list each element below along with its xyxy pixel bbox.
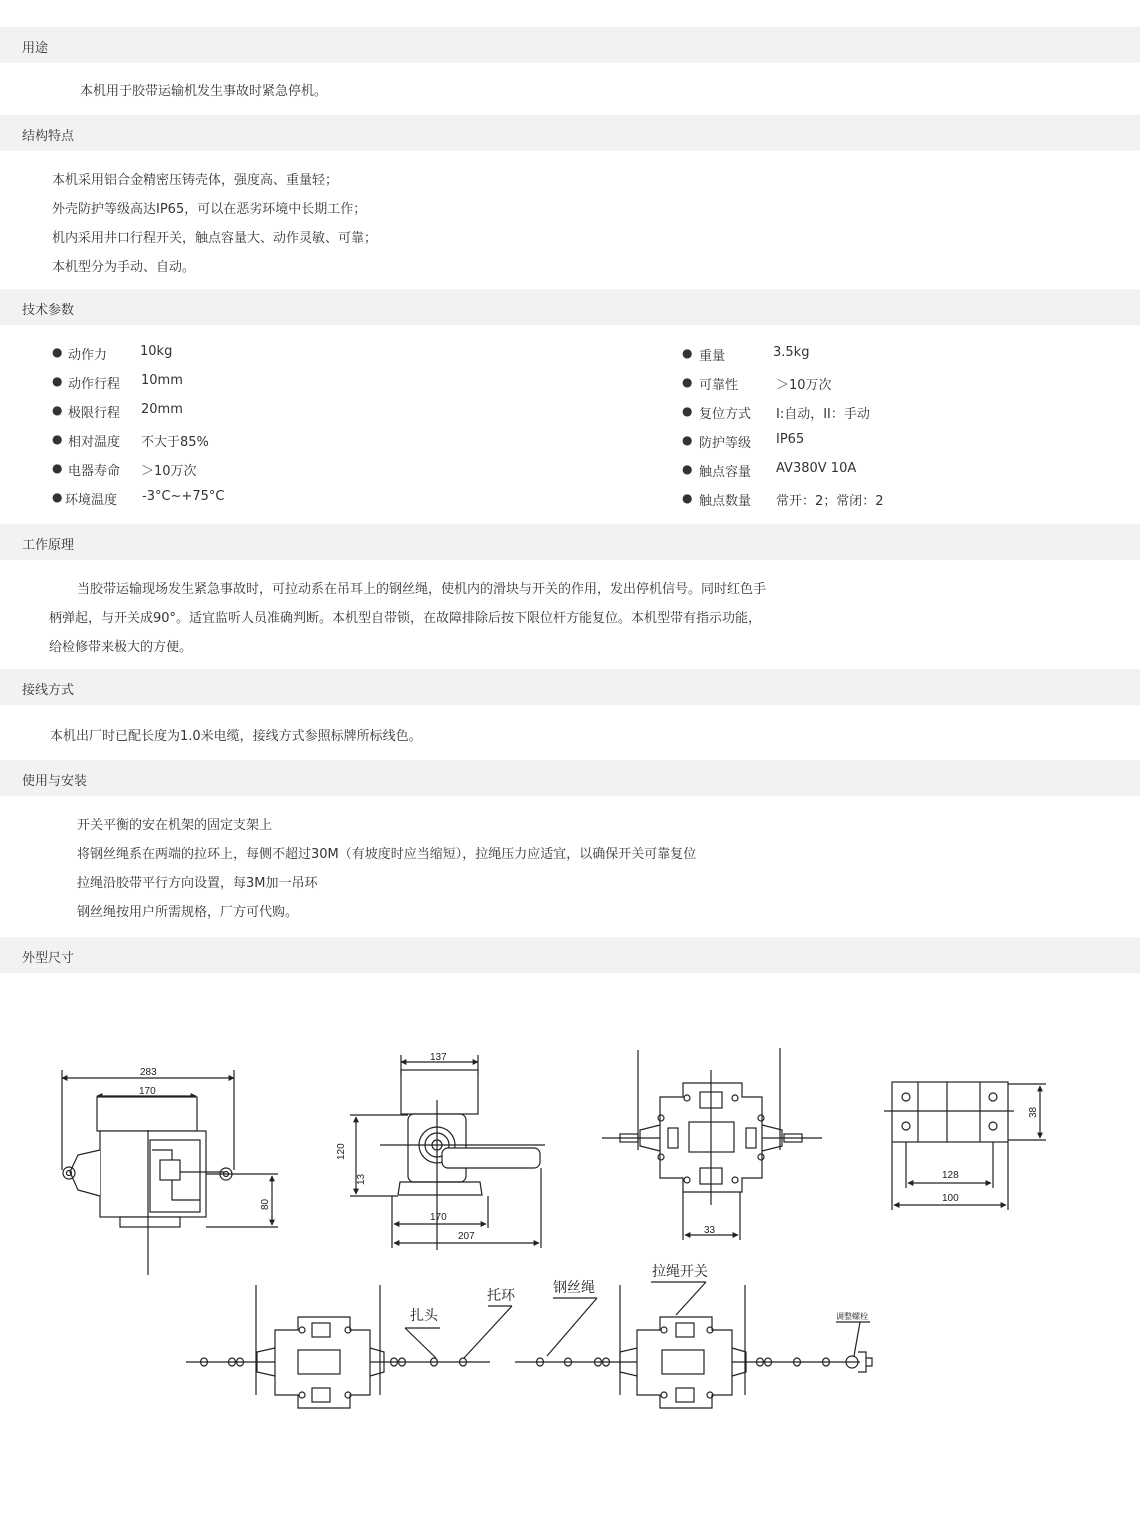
section-header-install bbox=[0, 760, 1140, 796]
front-view-drawing bbox=[336, 1052, 545, 1250]
principle-line: 当胶带运输现场发生紧急事故时，可拉动系在吊耳上的钢丝绳，使机内的滑块与开关的作用，发出停机信号。同时红色手 bbox=[77, 582, 767, 597]
section-header-dimensions bbox=[0, 937, 1140, 973]
param-key: 触点数量 bbox=[699, 494, 752, 509]
label-adjust-bolt: 调整螺栓 bbox=[836, 1312, 868, 1321]
section-title: 使用与安装 bbox=[22, 774, 88, 789]
principle-line: 柄弹起，与开关成90°。适宜监听人员准确判断。本机型自带锁，在故障排除后按下限位杆方能复位。本机型带有指示功能， bbox=[49, 611, 762, 626]
param-value: 不大于85% bbox=[141, 435, 209, 450]
param-key: 电器寿命 bbox=[68, 464, 121, 479]
param-value: 20mm bbox=[141, 402, 183, 417]
param-key: 重量 bbox=[699, 349, 726, 364]
install-line: 拉绳沿胶带平行方向设置，每3M加一吊环 bbox=[77, 876, 318, 891]
param-key: 触点容量 bbox=[699, 465, 752, 480]
dim-128: 128 bbox=[942, 1170, 959, 1181]
dim-13: 13 bbox=[356, 1173, 367, 1185]
section-title: 工作原理 bbox=[22, 538, 75, 553]
param-value: -3°C~+75°C bbox=[142, 489, 225, 504]
dimension-drawings bbox=[0, 1030, 1140, 1430]
side-view-drawing bbox=[62, 1067, 278, 1275]
param-value: 10mm bbox=[141, 373, 183, 388]
install-line: 钢丝绳按用户所需规格，厂方可代购。 bbox=[77, 905, 299, 920]
bullet-icon: ● bbox=[682, 462, 693, 476]
install-line: 将钢丝绳系在两端的拉环上，每侧不超过30M（有坡度时应当缩短），拉绳压力应适宜，以确保开关可靠复位 bbox=[77, 847, 697, 862]
bullet-icon: ● bbox=[682, 404, 693, 418]
dim-137: 137 bbox=[430, 1052, 447, 1063]
bullet-icon: ● bbox=[682, 375, 693, 389]
feature-line: 外壳防护等级高达IP65，可以在恶劣环境中长期工作； bbox=[52, 202, 367, 217]
bullet-icon: ● bbox=[682, 491, 693, 505]
section-title: 结构特点 bbox=[22, 129, 75, 144]
bullet-icon: ● bbox=[52, 490, 63, 504]
param-value: 3.5kg bbox=[773, 345, 810, 360]
wiring-text: 本机出厂时已配长度为1.0米电缆，接线方式参照标牌所标线色。 bbox=[50, 729, 422, 744]
section-header-purpose bbox=[0, 27, 1140, 63]
dim-80: 80 bbox=[260, 1198, 271, 1210]
installation-drawing bbox=[186, 1263, 872, 1408]
section-header-features bbox=[0, 115, 1140, 151]
feature-line: 机内采用井口行程开关，触点容量大、动作灵敏、可靠； bbox=[52, 231, 378, 246]
bullet-icon: ● bbox=[52, 403, 63, 417]
section-header-principle bbox=[0, 524, 1140, 560]
param-key: 动作行程 bbox=[68, 377, 121, 392]
param-key: 动作力 bbox=[68, 348, 108, 363]
section-title: 用途 bbox=[22, 41, 49, 56]
dim-283: 283 bbox=[140, 1067, 157, 1078]
base-plate-drawing bbox=[884, 1082, 1046, 1210]
purpose-text: 本机用于胶带运输机发生事故时紧急停机。 bbox=[80, 84, 328, 99]
param-value: I:自动，II：手动 bbox=[776, 407, 870, 422]
dim-170-b: 170 bbox=[430, 1212, 447, 1223]
dim-207: 207 bbox=[458, 1231, 475, 1242]
param-value: ＞10万次 bbox=[141, 464, 197, 479]
section-header-params bbox=[0, 289, 1140, 325]
bullet-icon: ● bbox=[682, 433, 693, 447]
param-value: IP65 bbox=[776, 432, 805, 447]
param-key: 复位方式 bbox=[699, 407, 752, 422]
dim-120: 120 bbox=[336, 1143, 347, 1160]
label-tie: 扎头 bbox=[410, 1307, 438, 1323]
param-key: 防护等级 bbox=[699, 436, 752, 451]
param-value: ＞10万次 bbox=[776, 378, 832, 393]
feature-line: 本机采用铝合金精密压铸壳体，强度高、重量轻； bbox=[52, 173, 339, 188]
param-key: 环境温度 bbox=[65, 493, 118, 508]
section-title: 外型尺寸 bbox=[22, 951, 75, 966]
bullet-icon: ● bbox=[52, 461, 63, 475]
section-title: 技术参数 bbox=[22, 303, 75, 318]
param-value: 10kg bbox=[140, 344, 173, 359]
bullet-icon: ● bbox=[52, 345, 63, 359]
bullet-icon: ● bbox=[52, 432, 63, 446]
label-ring: 托环 bbox=[487, 1287, 515, 1303]
param-key: 相对温度 bbox=[68, 435, 121, 450]
principle-line: 给检修带来极大的方便。 bbox=[49, 640, 193, 655]
section-header-wiring bbox=[0, 669, 1140, 705]
label-pull-switch: 拉绳开关 bbox=[652, 1263, 708, 1279]
install-line: 开关平衡的安在机架的固定支架上 bbox=[77, 818, 273, 833]
dim-38: 38 bbox=[1028, 1106, 1039, 1118]
top-view-drawing bbox=[602, 1048, 822, 1240]
param-value: AV380V 10A bbox=[776, 461, 857, 476]
param-key: 极限行程 bbox=[68, 406, 121, 421]
label-wire-rope: 钢丝绳 bbox=[553, 1279, 595, 1295]
param-value: 常开：2；常闭：2 bbox=[776, 494, 884, 509]
bullet-icon: ● bbox=[52, 374, 63, 388]
section-title: 接线方式 bbox=[22, 683, 75, 698]
feature-line: 本机型分为手动、自动。 bbox=[52, 260, 196, 275]
dim-33: 33 bbox=[704, 1225, 716, 1236]
param-key: 可靠性 bbox=[699, 378, 739, 393]
dim-170-a: 170 bbox=[139, 1086, 156, 1097]
bullet-icon: ● bbox=[682, 346, 693, 360]
dim-100: 100 bbox=[942, 1193, 959, 1204]
